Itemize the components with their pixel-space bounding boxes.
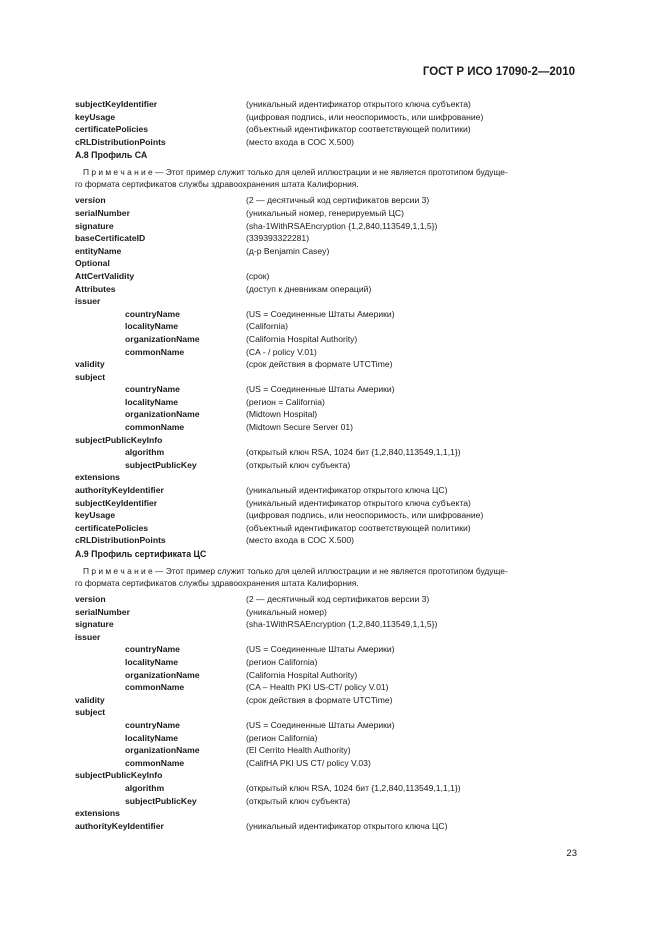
field-row [75, 220, 585, 233]
field-name: subject [75, 371, 106, 382]
document-header: ГОСТ Р ИСО 17090-2—2010 [422, 66, 575, 78]
field-name: serialNumber [75, 606, 130, 617]
field-name: organizationName [125, 409, 200, 420]
note-a8-line2: го формата сертификатов службы здравоохранения штата Калифорния. [75, 178, 359, 189]
field-value: (цифровая подпись, или неоспоримость, или шифрование) [246, 510, 484, 521]
field-name: localityName [125, 396, 179, 407]
field-name: commonName [125, 346, 185, 357]
field-name: authorityKeyIdentifier [75, 485, 164, 496]
field-row [75, 509, 585, 522]
field-name: subject [75, 707, 106, 718]
field-value: (CA - / policy V.01) [246, 346, 317, 357]
field-row [75, 606, 585, 619]
field-value: (уникальный идентификатор открытого ключа субъекта) [246, 99, 471, 109]
field-name: subjectPublicKeyInfo [75, 434, 163, 445]
note-a8 [75, 167, 585, 190]
field-row [75, 744, 585, 757]
field-row [75, 207, 585, 220]
field-value: (регион = California) [246, 396, 325, 407]
field-row [75, 194, 585, 207]
field-name: commonName [125, 682, 185, 693]
field-row [75, 484, 585, 497]
field-row [75, 408, 585, 421]
field-value: (California Hospital Authority) [246, 669, 358, 680]
note-a9-line1: П р и м е ч а н и е — Этот пример служит только для целей иллюстрации и не является прототипом будуще- [83, 566, 508, 576]
field-row [75, 333, 585, 346]
field-value: (доступ к дневникам операций) [246, 283, 372, 294]
field-name: countryName [125, 644, 180, 655]
field-name: serialNumber [75, 207, 130, 218]
field-row [75, 618, 585, 631]
field-name: localityName [125, 732, 179, 743]
field-name: subjectPublicKey [125, 795, 197, 806]
field-name: localityName [125, 321, 179, 332]
field-name: subjectPublicKeyInfo [75, 770, 163, 781]
field-name: Attributes [75, 283, 116, 294]
field-name: countryName [125, 384, 180, 395]
field-name: AttCertValidity [75, 270, 135, 281]
field-name: baseCertificateID [75, 233, 146, 244]
field-name: version [75, 594, 106, 604]
field-name: organizationName [125, 669, 200, 680]
field-value: (срок) [246, 270, 270, 281]
field-name: commonName [125, 422, 185, 433]
field-value: (открытый ключ RSA, 1024 бит {1,2,840,113549,1,1,1}) [246, 447, 461, 458]
field-row [75, 769, 585, 782]
field-row [75, 295, 585, 308]
field-value: (sha-1WithRSAEncryption {1,2,840,113549,1,1,5}) [246, 220, 438, 231]
field-value: (регион California) [246, 732, 318, 743]
field-row [75, 346, 585, 359]
field-name: localityName [125, 656, 179, 667]
field-row [75, 283, 585, 296]
field-value: (2 — десятичный код сертификатов версии 3) [246, 195, 430, 206]
field-row [75, 706, 585, 719]
field-name: commonName [125, 757, 185, 768]
field-name: signature [75, 220, 114, 231]
field-row [75, 98, 585, 111]
field-name: validity [75, 359, 105, 370]
field-value: (место входа в СОС Х.500) [246, 136, 354, 147]
section-heading-a9: А.9 Профиль сертификата ЦС [75, 549, 207, 559]
field-value: (открытый ключ субъекта) [246, 459, 351, 470]
field-value: (цифровая подпись, или неоспоримость, или шифрование) [246, 111, 484, 122]
field-name: countryName [125, 719, 180, 730]
field-value: (CalifHA PKI US CT/ policy V.03) [246, 757, 371, 768]
field-row [75, 719, 585, 732]
field-value: (уникальный идентификатор открытого ключа ЦС) [246, 820, 448, 831]
field-name: authorityKeyIdentifier [75, 820, 164, 831]
field-row [75, 320, 585, 333]
field-name: issuer [75, 631, 101, 642]
field-row [75, 358, 585, 371]
field-row [75, 694, 585, 707]
field-row [75, 396, 585, 409]
field-name: organizationName [125, 333, 200, 344]
field-name: version [75, 195, 106, 206]
field-row [75, 232, 585, 245]
field-row [75, 522, 585, 535]
field-row [75, 123, 585, 136]
field-name: extensions [75, 808, 120, 819]
field-value: (срок действия в формате UTCTime) [246, 359, 393, 370]
field-row [75, 631, 585, 644]
field-name: certificatePolicies [75, 522, 149, 533]
field-value: (339393322281) [246, 233, 310, 244]
field-row [75, 807, 585, 820]
field-row [75, 497, 585, 510]
field-value: (срок действия в формате UTCTime) [246, 694, 393, 705]
field-name: certificatePolicies [75, 124, 149, 135]
section-continuation [75, 98, 585, 148]
field-value: (уникальный идентификатор открытого ключа ЦС) [246, 485, 448, 496]
field-value: (Midtown Secure Server 01) [246, 422, 353, 433]
field-row [75, 270, 585, 283]
field-row [75, 383, 585, 396]
field-name: countryName [125, 308, 180, 319]
field-name: subjectKeyIdentifier [75, 99, 158, 109]
note-a9-line2: го формата сертификатов службы здравоохранения штата Калифорния. [75, 577, 359, 588]
field-name: subjectPublicKey [125, 459, 197, 470]
field-value: (California) [246, 321, 289, 332]
field-row [75, 732, 585, 745]
field-value: (открытый ключ RSA, 1024 бит {1,2,840,113549,1,1,1}) [246, 782, 461, 793]
field-value: (US = Соединенные Штаты Америки) [246, 644, 395, 655]
field-row [75, 795, 585, 808]
field-row [75, 534, 585, 547]
field-row [75, 308, 585, 321]
field-row [75, 245, 585, 258]
section-heading-a8: А.8 Профиль СА [75, 150, 148, 161]
field-value: (sha-1WithRSAEncryption {1,2,840,113549,1,1,5}) [246, 619, 438, 630]
field-name: cRLDistributionPoints [75, 136, 166, 147]
note-a9 [75, 566, 585, 589]
field-row [75, 459, 585, 472]
field-row [75, 111, 585, 124]
field-list-a9 [75, 593, 585, 832]
field-value: (US = Соединенные Штаты Америки) [246, 719, 395, 730]
field-name: issuer [75, 296, 101, 307]
field-row [75, 421, 585, 434]
field-list-a8 [75, 194, 585, 547]
field-row [75, 782, 585, 795]
field-value: (объектный идентификатор соответствующей политики) [246, 522, 471, 533]
field-row [75, 820, 585, 833]
field-row [75, 643, 585, 656]
field-name: organizationName [125, 745, 200, 756]
field-value: (уникальный номер, генерируемый ЦС) [246, 207, 404, 218]
field-row [75, 681, 585, 694]
field-row [75, 371, 585, 384]
field-value: (уникальный номер) [246, 606, 327, 617]
field-value: (уникальный идентификатор открытого ключа субъекта) [246, 497, 471, 508]
field-row [75, 446, 585, 459]
field-name: extensions [75, 472, 120, 483]
page-number: 23 [566, 848, 577, 859]
note-a8-line1: П р и м е ч а н и е — Этот пример служит только для целей иллюстрации и не является прототипом будуще- [83, 167, 508, 178]
field-value: (открытый ключ субъекта) [246, 795, 351, 806]
field-value: (California Hospital Authority) [246, 333, 358, 344]
field-value: (US = Соединенные Штаты Америки) [246, 384, 395, 395]
field-value: (д-р Benjamin Casey) [246, 245, 330, 256]
field-row [75, 669, 585, 682]
field-name: cRLDistributionPoints [75, 535, 166, 546]
field-value: (CA – Health PKI US-CT/ policy V.01) [246, 682, 389, 693]
field-value: (El Cerrito Health Authority) [246, 745, 351, 756]
field-value: (место входа в СОС Х.500) [246, 535, 354, 546]
field-row [75, 471, 585, 484]
field-value: (объектный идентификатор соответствующей политики) [246, 124, 471, 135]
field-name: signature [75, 619, 114, 630]
field-name: keyUsage [75, 510, 116, 521]
field-row [75, 257, 585, 270]
field-name: algorithm [125, 782, 165, 793]
field-name: subjectKeyIdentifier [75, 497, 158, 508]
document-body [75, 98, 585, 832]
field-row [75, 593, 585, 606]
field-value: (Midtown Hospital) [246, 409, 318, 420]
field-value: (US = Соединенные Штаты Америки) [246, 308, 395, 319]
field-name: algorithm [125, 447, 165, 458]
field-name: validity [75, 694, 105, 705]
field-row [75, 656, 585, 669]
field-name: keyUsage [75, 111, 116, 122]
field-row [75, 136, 585, 149]
field-value: (регион California) [246, 656, 318, 667]
field-value: (2 — десятичный код сертификатов версии 3) [246, 594, 430, 604]
field-row [75, 757, 585, 770]
field-name: entityName [75, 245, 122, 256]
field-name: Optional [75, 258, 110, 269]
field-row [75, 434, 585, 447]
